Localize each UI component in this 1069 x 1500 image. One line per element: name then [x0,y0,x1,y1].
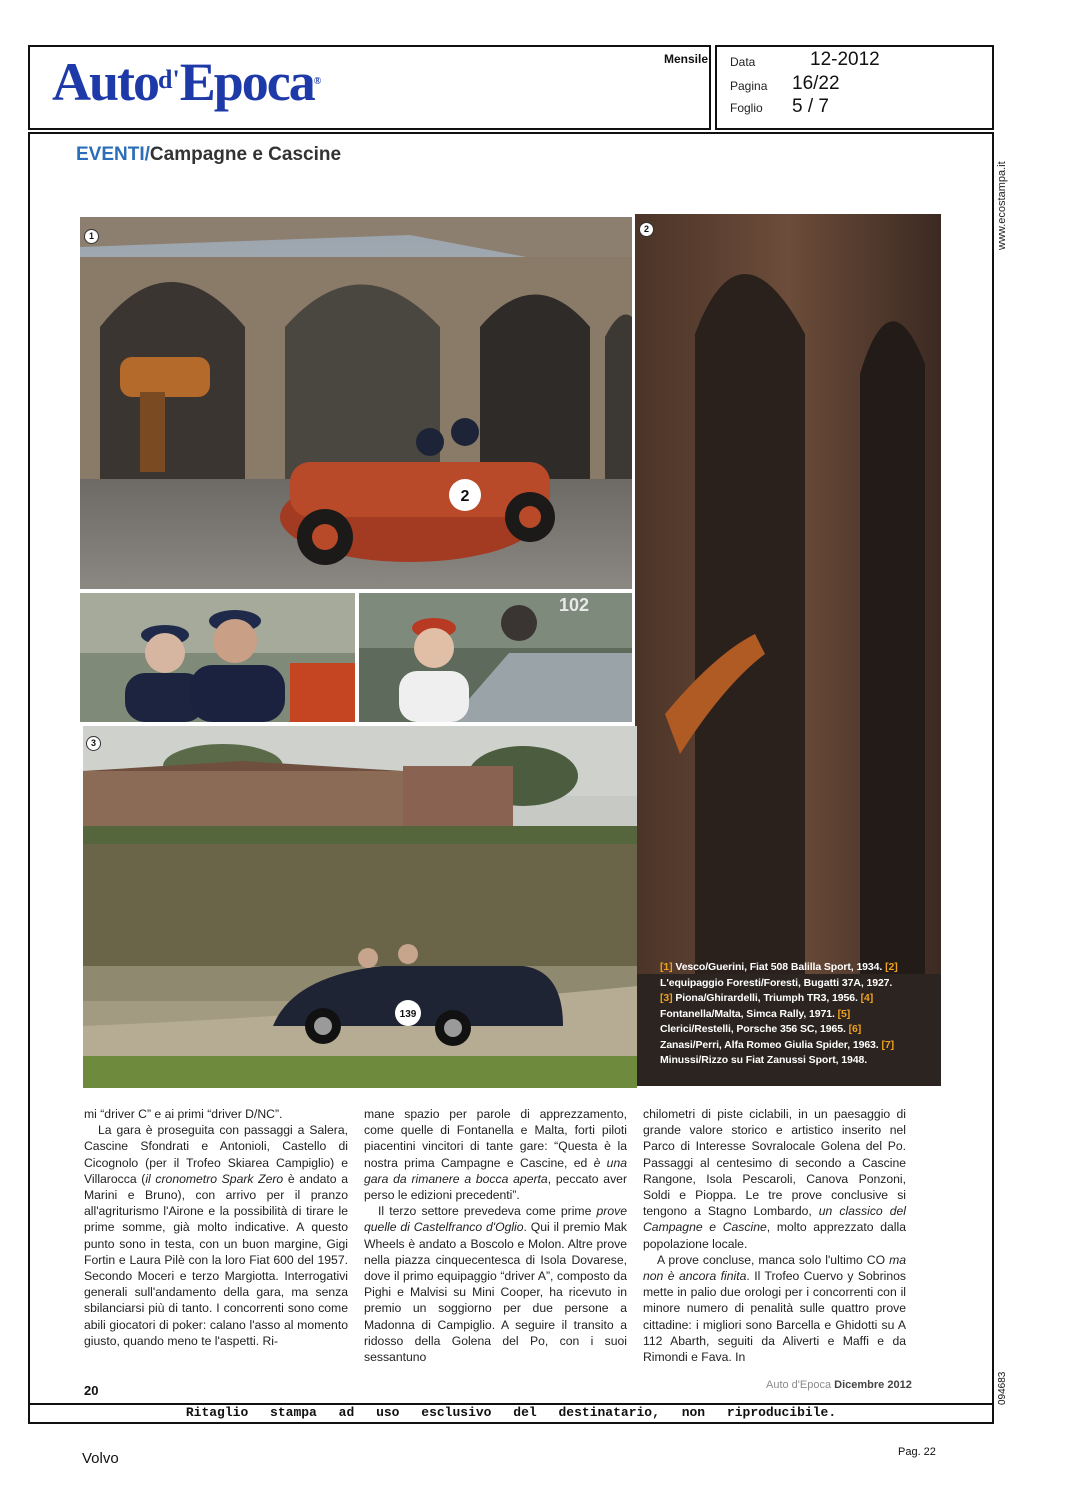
photo-triumph-field-image [83,726,637,1088]
copyright-notice: Ritaglio stampa ad uso esclusivo del destinatario, non riproducibile. [185,1405,837,1420]
photo-triumph-field [83,726,637,1088]
page-value: 16/22 [792,73,840,94]
photo-fiat-balilla [80,217,632,589]
text-column-3 [643,1106,906,1365]
footer-brand-name: Auto d'Epoca [766,1379,832,1391]
caption-text: Zanasi/Perri, Alfa Romeo Giulia Spider, 1963. [660,1038,879,1051]
text-column-1 [84,1106,348,1349]
photo-3-badge: 3 [86,736,101,751]
paragraph [364,1203,627,1365]
photo-brick-arch-image [635,214,941,1086]
photo-2-badge: 2 [639,222,654,237]
caption-num: [6] [848,1023,862,1035]
text-run: A prove concluse, manca solo l'ultimo CO [657,1252,890,1267]
photo-woman-in-car [359,593,632,722]
caption-text: Vesco/Guerini, Fiat 508 Balilla Sport, 1934. [672,961,883,973]
text-run-italic: è una gara da rimanere a bocca aperta [364,1155,627,1186]
logo-registered: ® [313,76,320,87]
logo-end: Epoca [179,52,314,112]
date-value: 12-2012 [810,49,880,70]
clipping-code: 094683 [997,1371,1008,1405]
page-label: Pagina [730,79,768,93]
photo-fiat-balilla-image [80,217,632,589]
caption-text: Fontanella/Malta, Simca Rally, 1971. [660,1007,835,1020]
client-name: Volvo [82,1450,119,1467]
magazine-page-number: 20 [84,1383,99,1398]
footer-month: Dicembre 2012 [834,1379,912,1391]
sheet-label: Foglio [730,101,763,115]
logo-main: Auto [52,52,159,112]
sheet-value: 5 / 7 [792,96,829,117]
car-number-label: 2 [460,488,470,505]
text-run: . Il Trofeo Cuervo y Sobrinos mette in palio due orologi per i concorrenti con il minore numero di penalità sulle quattro prove cittadine: i migliori sono Barcella e Ghidotti su A 112 Abarth, seguiti da Aliverti e Maffi e da Rimondi e Fava. In [643,1269,907,1365]
text-run-italic: ma non è ancora finita [643,1252,906,1284]
text-run: è andato a Marini e Bruno), con arrivo per il pranzo all'agriturismo l'Airone e la possibilità di tirare le prime somme, già molto indicative. A questo punto sono in testa, con un buon margine, Gigi Fortin e Laura Pilè con la loro Fiat 600 del 1957. Secondo Moceri e terzo Margiotta. Interrogativi generali sull'andamento della gara, ma senza sbilanciarsi più di tanto. I concorrenti sono come abili giocatori di poker: calano l'asso al momento giusto, quando meno te l'aspetti. Ri- [84,1171,348,1348]
caption-num: [3] [660,992,673,1004]
text-run: La gara è proseguita con passaggi a Salera, Cascine Sfondrati e Antonioli, Castello di Cicognolo (per il Trofeo Skiarea Campiglio) e Villarocca ( [84,1123,348,1186]
caption-text: Piona/Ghirardelli, Triumph TR3, 1956. [672,992,858,1004]
photo-crew-caps [80,593,355,722]
section-title [76,144,341,166]
section-accent: EVENTI/ [76,144,150,165]
website-watermark: www.ecostampa.it [996,161,1008,250]
caption-num: [7] [881,1038,894,1051]
text-run: , peccato aver perso le edizioni precedenti”. [364,1171,628,1203]
paragraph [84,1122,348,1349]
caption-num: [5] [837,1007,851,1020]
text-run: mane spazio per parole di apprezzamento, come quelle di Fontanella e Malta, forti piloti piacentini vincitori di tante gare: “Questa è la nostra prima Campagne e Cascine, ed [364,1107,627,1170]
paragraph [364,1106,627,1203]
text-run-italic: il cronometro Spark Zero [145,1171,284,1186]
photo-1-badge: 1 [84,229,99,244]
text-run: , molto apprezzato dalla popolazione locale. [643,1220,906,1251]
paragraph [643,1252,906,1365]
logo-sup: d' [158,65,180,94]
caption-num: [2] [885,961,898,973]
section-name: Campagne e Cascine [149,144,342,165]
text-run: . Qui il premio Mak Wheels è andato a Boscolo e Molon. Altre prove nella piazza cinquecentesca di Isola Dovarese, dove il primo equipaggio “driver A”, composto da Pighi e Malvisi su Mini Cooper, ha ricevuto in premio un soggiorno per due persone a Madonna di Campiglio. A seguire il transito a ridosso della Golena del Po, con i suoi sessantuno [364,1220,627,1365]
photo-woman-in-car-image [359,593,632,722]
footer-brand [766,1379,912,1391]
publication-logo [52,52,319,112]
text-run-italic: prove quelle di Castelfranco d'Oglio [364,1204,627,1235]
car-number-label: 139 [399,1009,417,1020]
photo-crew-caps-image [80,593,355,722]
document-page: Pag. 22 [898,1446,936,1458]
caption-num: [4] [860,992,874,1004]
paragraph [643,1106,906,1252]
text-run: Il terzo settore prevedeva come prime [378,1204,597,1219]
text-column-2 [364,1106,627,1365]
car-number-label: 102 [559,595,590,615]
text-run-italic: un classico del Campagne e Cascine [643,1204,906,1235]
paragraph: mi “driver C” e ai primi “driver D/NC”. [84,1107,283,1121]
text-run: chilometri di piste ciclabili, in un paesaggio di grande valore storico e artistico inserito nel Parco di Interesse Sovralocale Golena del Po. Passaggi al centesimo di secondo a Cascine Rangone, Isola Pescaroli, Canova Ponzoni, Soldi e Pioppa. Le tre prove conclusive si tengono a Stagno Lombardo, [643,1107,906,1219]
caption-text: Minussi/Rizzo su Fiat Zanussi Sport, 1948. [660,1054,868,1066]
frequency-label: Mensile [664,52,709,66]
date-label: Data [730,55,756,69]
caption-num: [1] [660,961,673,973]
caption-text: L'equipaggio Foresti/Foresti, Bugatti 37A, 1927. [660,976,893,989]
photo-brick-arch [635,214,941,1086]
caption-text: Clerici/Restelli, Porsche 356 SC, 1965. [660,1023,846,1035]
photo-caption [660,960,905,1069]
